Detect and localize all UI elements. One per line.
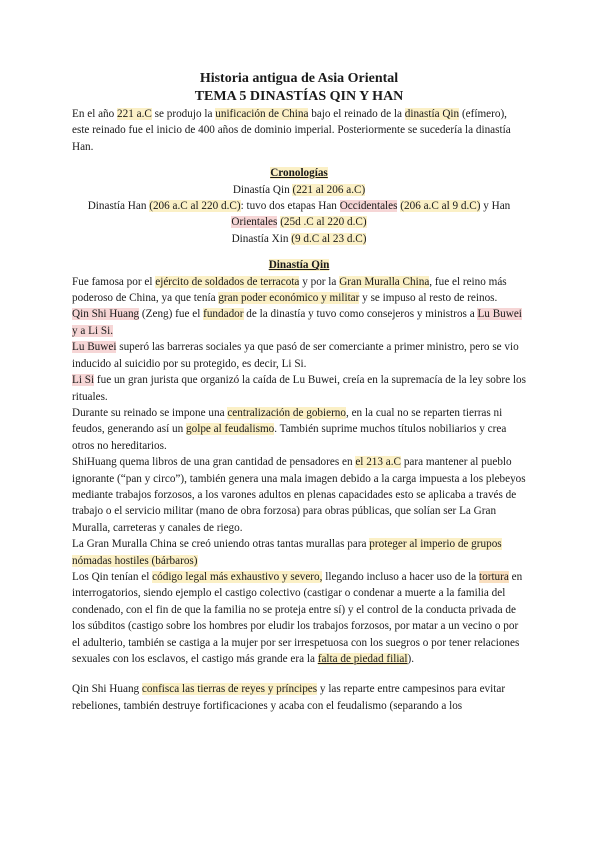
document-title: Historia antigua de Asia Oriental <box>199 71 399 86</box>
cronologias-heading: Cronologías <box>270 167 328 180</box>
cronologia-han: Dinastía Han (206 a.C al 220 d.C): tuvo dos etapas Han Occidentales (206 a.C al 9 d.C) y Han Orientales (25d .C al 220 d.C) <box>87 200 511 229</box>
document-subtitle: TEMA 5 DINASTÍAS QIN Y HAN <box>194 89 404 104</box>
qin-paragraph-5: Durante su reinado se impone una centralización de gobierno, en la cual no se reparten tierras ni feudos, generando así un golpe al feudalismo. También suprime muchos títulos nobiliarios y crea otros no hereditarios. <box>72 406 507 452</box>
qin-paragraph-3: Lu Buwei superó las barreras sociales ya que pasó de ser comerciante a primer ministro, pero se vio inducido al suicidio por su protegido, es decir, Li Si. <box>72 341 519 370</box>
qin-paragraph-8: Los Qin tenían el código legal más exhaustivo y severo, llegando incluso a hacer uso de la tortura en interrogatorios, siendo ejemplo el castigo colectivo (castigar o condenar a muerte a la familia del condenado, con el fin de que la familia no se proteja entre sí) y el control de la conducta privada de los súbditos (castigo sobre los hombres por eludir los trabajos forzosos, por matar a un vecino o por el adulterio, también se castiga a la mujer por ser irrespetuosa con los suegros o por tener relaciones sexuales con los esclavos, el castigo más grande era la falta de piedad filial). <box>72 570 523 665</box>
cronologia-qin: Dinastía Qin (221 al 206 a.C) <box>232 183 366 196</box>
qin-paragraph-2: Qin Shi Huang (Zeng) fue el fundador de la dinastía y tuvo como consejeros y ministros a Lu Buwei y a Li Si. <box>72 308 522 337</box>
intro-paragraph: En el año 221 a.C se produjo la unificación de China bajo el reinado de la dinastía Qin (efímero), este reinado fue el inicio de 400 años de dominio imperial. Posteriormente se sucedería la dinastía Han. <box>72 108 511 153</box>
qin-paragraph-7: La Gran Muralla China se creó uniendo otras tantas murallas para proteger al imperio de grupos nómadas hostiles (bárbaros) <box>72 538 502 567</box>
qin-paragraph-9: Qin Shi Huang confisca las tierras de reyes y príncipes y las reparte entre campesinos para evitar rebeliones, también destruye fortificaciones y acaba con el feudalismo (separando a los <box>72 683 506 712</box>
qin-paragraph-1: Fue famosa por el ejército de soldados de terracota y por la Gran Muralla China, fue el reino más poderoso de China, ya que tenía gran poder económico y militar y se impuso al resto de reinos. <box>72 275 507 305</box>
dinastia-qin-heading: Dinastía Qin <box>268 259 330 272</box>
qin-paragraph-4: Li Si fue un gran jurista que organizó la caída de Lu Buwei, creía en la supremacía de la ley sobre los rituales. <box>72 374 526 403</box>
qin-paragraph-6: ShiHuang quema libros de una gran cantidad de pensadores en el 213 a.C para mantener al pueblo ignorante (“pan y circo”), también genera una mala imagen debido a la carga impuesta a los plebeyos mediante trabajos forzosos, a los varones adultos en plenas capacidades esto se aplicaba a través de trabajo o el servicio militar (mano de obra forzosa) para obras públicas, que solían ser La Gran Muralla, carreteras y canales de riego. <box>72 456 526 534</box>
document-page <box>72 70 526 714</box>
paragraph-gap <box>72 667 526 681</box>
cronologia-xin: Dinastía Xin (9 d.C al 23 d.C) <box>231 232 367 245</box>
